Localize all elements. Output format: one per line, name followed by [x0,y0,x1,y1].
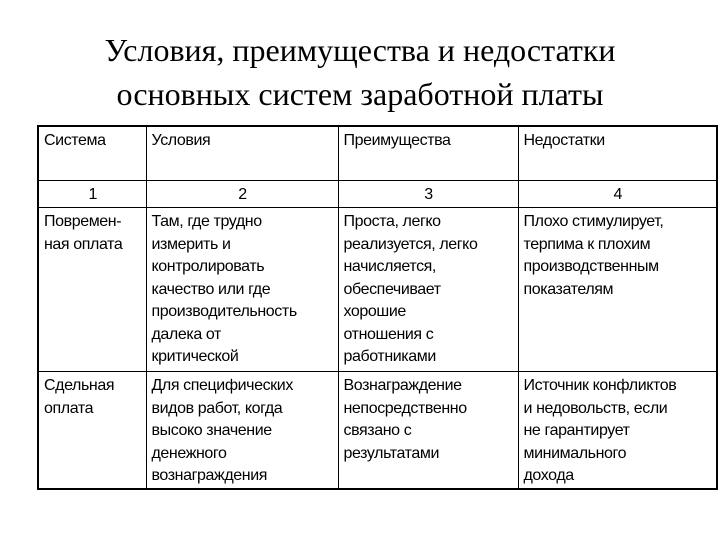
table-cell: Там, где трудно измерить и контролировать качество или где производительность далека от критической [146,208,338,372]
table-cell: Для специфических видов работ, когда высоко значение денежного вознаграждения [146,372,338,489]
table-cell: Повремен- ная оплата [38,208,146,372]
header-row [38,126,717,181]
header-cell: Преимущества [338,126,518,181]
number-cell: 3 [338,181,518,208]
table-cell: Источник конфликтов и недовольств, если не гарантирует минимального дохода [518,372,717,489]
number-cell: 4 [518,181,717,208]
table-row [38,372,717,489]
number-row [38,181,717,208]
table-cell: Сдельная оплата [38,372,146,489]
table-cell: Вознаграждение непосредственно связано с результатами [338,372,518,489]
number-cell: 1 [38,181,146,208]
wage-systems-table [37,125,718,490]
header-cell: Условия [146,126,338,181]
table-cell: Проста, легко реализуется, легко начисляется, обеспечивает хорошие отношения с работниками [338,208,518,372]
slide-title: Условия, преимущества и недостатки основных систем заработной платы [104,32,616,112]
table-row [38,208,717,372]
header-cell: Система [38,126,146,181]
table-cell: Плохо стимулирует, терпима к плохим производственным показателям [518,208,717,372]
number-cell: 2 [146,181,338,208]
header-cell: Недостатки [518,126,717,181]
